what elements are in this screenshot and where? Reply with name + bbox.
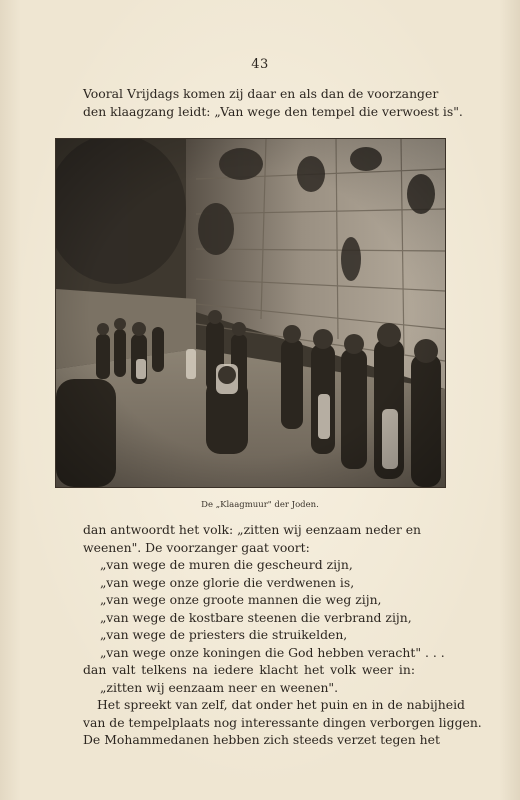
quote-line: „van wege onze glorie die verdwenen is, xyxy=(100,575,355,590)
quote-line: „van wege de kostbare steenen die verbrand zijn, xyxy=(100,610,412,625)
text-line: De Mohammedanen hebben zich steeds verzet tegen het xyxy=(83,732,440,747)
photograph-image xyxy=(56,139,445,487)
quote-line: „van wege onze groote mannen die weg zijn, xyxy=(100,592,382,607)
quote-line: „van wege de muren die gescheurd zijn, xyxy=(100,557,353,572)
quote-line: „van wege de priesters die struikelden, xyxy=(100,627,348,642)
text-line: Het spreekt van zelf, dat onder het puin en in de nabijheid xyxy=(97,697,465,712)
quote-line: „van wege onze koningen die God hebben veracht" . . . xyxy=(100,645,445,660)
text-line: weenen". De voorzanger gaat voort: xyxy=(83,540,310,555)
figure-caption: De „Klaagmuur" der Joden. xyxy=(201,500,319,510)
text-line: dan valt telkens na iedere klacht het volk weer in: xyxy=(83,662,415,677)
page-number: 43 xyxy=(251,57,269,72)
text-line: Vooral Vrijdags komen zij daar en als dan de voorzanger xyxy=(83,86,439,101)
text-line: van de tempelplaats nog interessante dingen verborgen liggen. xyxy=(83,715,482,730)
text-line: den klaagzang leidt: „Van wege den tempel die verwoest is". xyxy=(83,104,463,119)
quote-line: „zitten wij eenzaam neer en weenen". xyxy=(100,680,339,695)
text-line: dan antwoordt het volk: „zitten wij eenzaam neder en xyxy=(83,522,422,537)
wailing-wall-photograph xyxy=(55,138,446,488)
